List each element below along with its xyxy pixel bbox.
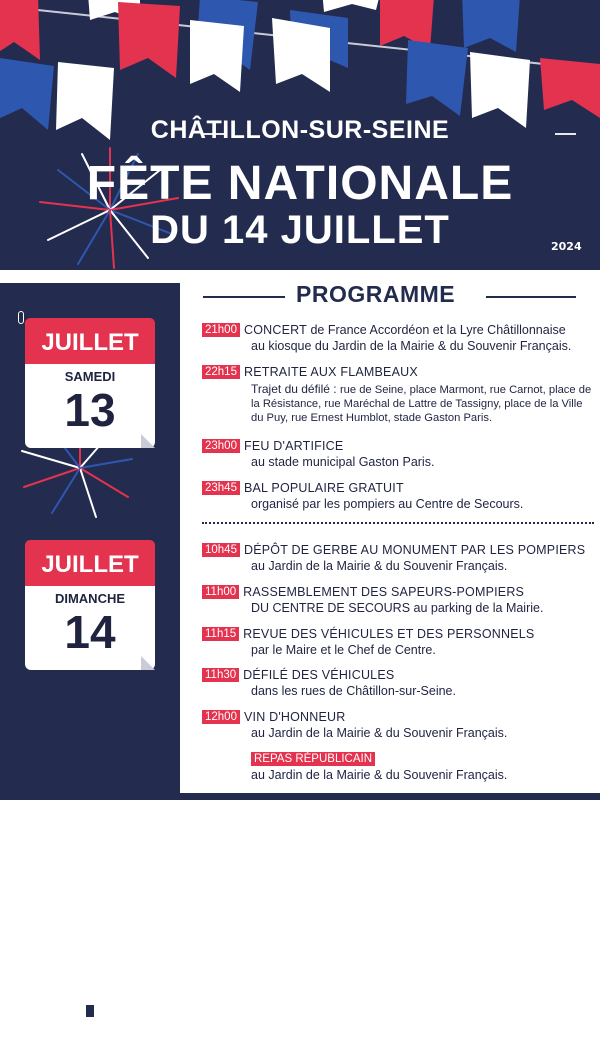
calendar-day-2 — [25, 540, 155, 670]
event-item — [202, 364, 594, 425]
event-item — [202, 626, 594, 658]
event-time: 12h00 — [202, 710, 240, 724]
event-location: au Jardin de la Mairie & du Souvenir Français. — [251, 726, 508, 740]
logo-name-line-2: sur-Seine — [62, 1047, 118, 1061]
route-label: Trajet du défilé : — [251, 382, 340, 396]
event-title: VIN D'HONNEUR — [243, 710, 346, 724]
calendar-month: JUILLET — [25, 540, 155, 586]
flag — [406, 40, 468, 116]
event-title: REVUE DES VÉHICULES ET DES PERSONNELS — [243, 627, 535, 641]
event-location: organisé par les pompiers au Centre de Secours. — [251, 497, 524, 511]
heading-rule-left — [203, 296, 285, 298]
header-banner — [0, 0, 600, 270]
event-title: REPAS RÉPUBLICAIN — [251, 752, 375, 766]
bottom-border — [180, 793, 600, 800]
city-name: CHÂTILLON-SUR-SEINE — [150, 116, 450, 144]
flag — [0, 0, 40, 60]
event-time: 22h15 — [202, 365, 240, 379]
event-item — [202, 709, 594, 741]
title-line-1: FÊTE NATIONALE — [86, 157, 514, 210]
event-location: au stade municipal Gaston Paris. — [251, 455, 435, 469]
calendar-month: JUILLET — [25, 318, 155, 364]
calendar-weekday: SAMEDI — [64, 369, 116, 384]
event-time: 23h00 — [202, 439, 240, 453]
event-time: 21h00 — [202, 323, 240, 337]
flag — [322, 0, 380, 12]
event-location: dans les rues de Châtillon-sur-Seine. — [251, 684, 456, 698]
calendar-ring — [18, 311, 24, 324]
route-detail: rue de Seine, place Marmont, rue Carnot, place de la Résistance, rue Maréchal de Lattre de Tassigny, place de la Ville du Puy, rue Ernest Humblot, stade Gaston Paris. — [251, 384, 592, 424]
programme-title: PROGRAMME — [296, 281, 456, 307]
flag — [118, 2, 180, 78]
event-time: 11h00 — [202, 585, 239, 599]
event-title: DÉPÔT DE GERBE AU MONUMENT PAR LES POMPIERS — [243, 543, 586, 557]
event-item — [202, 542, 594, 574]
flag — [190, 20, 244, 92]
calendar-date: 13 — [64, 384, 116, 436]
event-title: BAL POPULAIRE GRATUIT — [243, 481, 404, 495]
event-time: 11h15 — [202, 627, 239, 641]
event-item — [202, 322, 594, 354]
event-location: par le Maire et le Chef de Centre. — [251, 643, 436, 657]
event-item — [202, 751, 594, 783]
logo-name-line-1: Châtillon — [64, 1034, 116, 1048]
calendar-weekday: DIMANCHE — [54, 591, 126, 606]
event-title: DÉFILÉ DES VÉHICULES — [243, 668, 395, 682]
castle-emblem-icon — [70, 983, 110, 1019]
event-time: 11h30 — [202, 668, 239, 682]
event-route — [251, 382, 594, 425]
flag — [272, 18, 330, 92]
heading-rule-right — [486, 296, 576, 298]
event-title: FEU D'ARTIFICE — [243, 439, 344, 453]
event-title: RETRAITE AUX FLAMBEAUX — [243, 365, 418, 379]
page-curl — [141, 656, 155, 670]
event-time: 23h45 — [202, 481, 240, 495]
event-location: au parking de la Mairie. — [410, 601, 544, 615]
event-title-cont: DU CENTRE DE SECOURS — [251, 601, 411, 615]
title-line-2: DU 14 JUILLET — [150, 208, 450, 252]
event-item — [202, 584, 594, 616]
event-title: RASSEMBLEMENT DES SAPEURS-POMPIERS — [243, 585, 525, 599]
event-item — [202, 438, 594, 470]
event-time: 10h45 — [202, 543, 240, 557]
event-detail: de France Accordéon et la Lyre Châtillonnaise — [306, 323, 566, 337]
event-location: au Jardin de la Mairie & du Souvenir Français. — [251, 768, 508, 782]
page-curl — [141, 434, 155, 448]
event-location: au kiosque du Jardin de la Mairie & du Souvenir Français. — [251, 339, 572, 353]
calendar-day-1 — [25, 318, 155, 448]
day-separator — [202, 522, 594, 524]
calendar-body — [25, 364, 155, 448]
calendar-body — [25, 586, 155, 670]
city-logo — [60, 983, 120, 1061]
event-location: au Jardin de la Mairie & du Souvenir Français. — [251, 559, 508, 573]
event-item — [202, 667, 594, 699]
event-title: CONCERT — [243, 323, 307, 337]
event-item — [202, 480, 594, 512]
flag — [462, 0, 520, 52]
year-label: 2024 — [551, 240, 582, 253]
flag — [540, 58, 600, 118]
bunting-garland — [0, 0, 600, 130]
calendar-date: 14 — [64, 606, 116, 658]
logo-caption: Ville de — [75, 1026, 105, 1035]
